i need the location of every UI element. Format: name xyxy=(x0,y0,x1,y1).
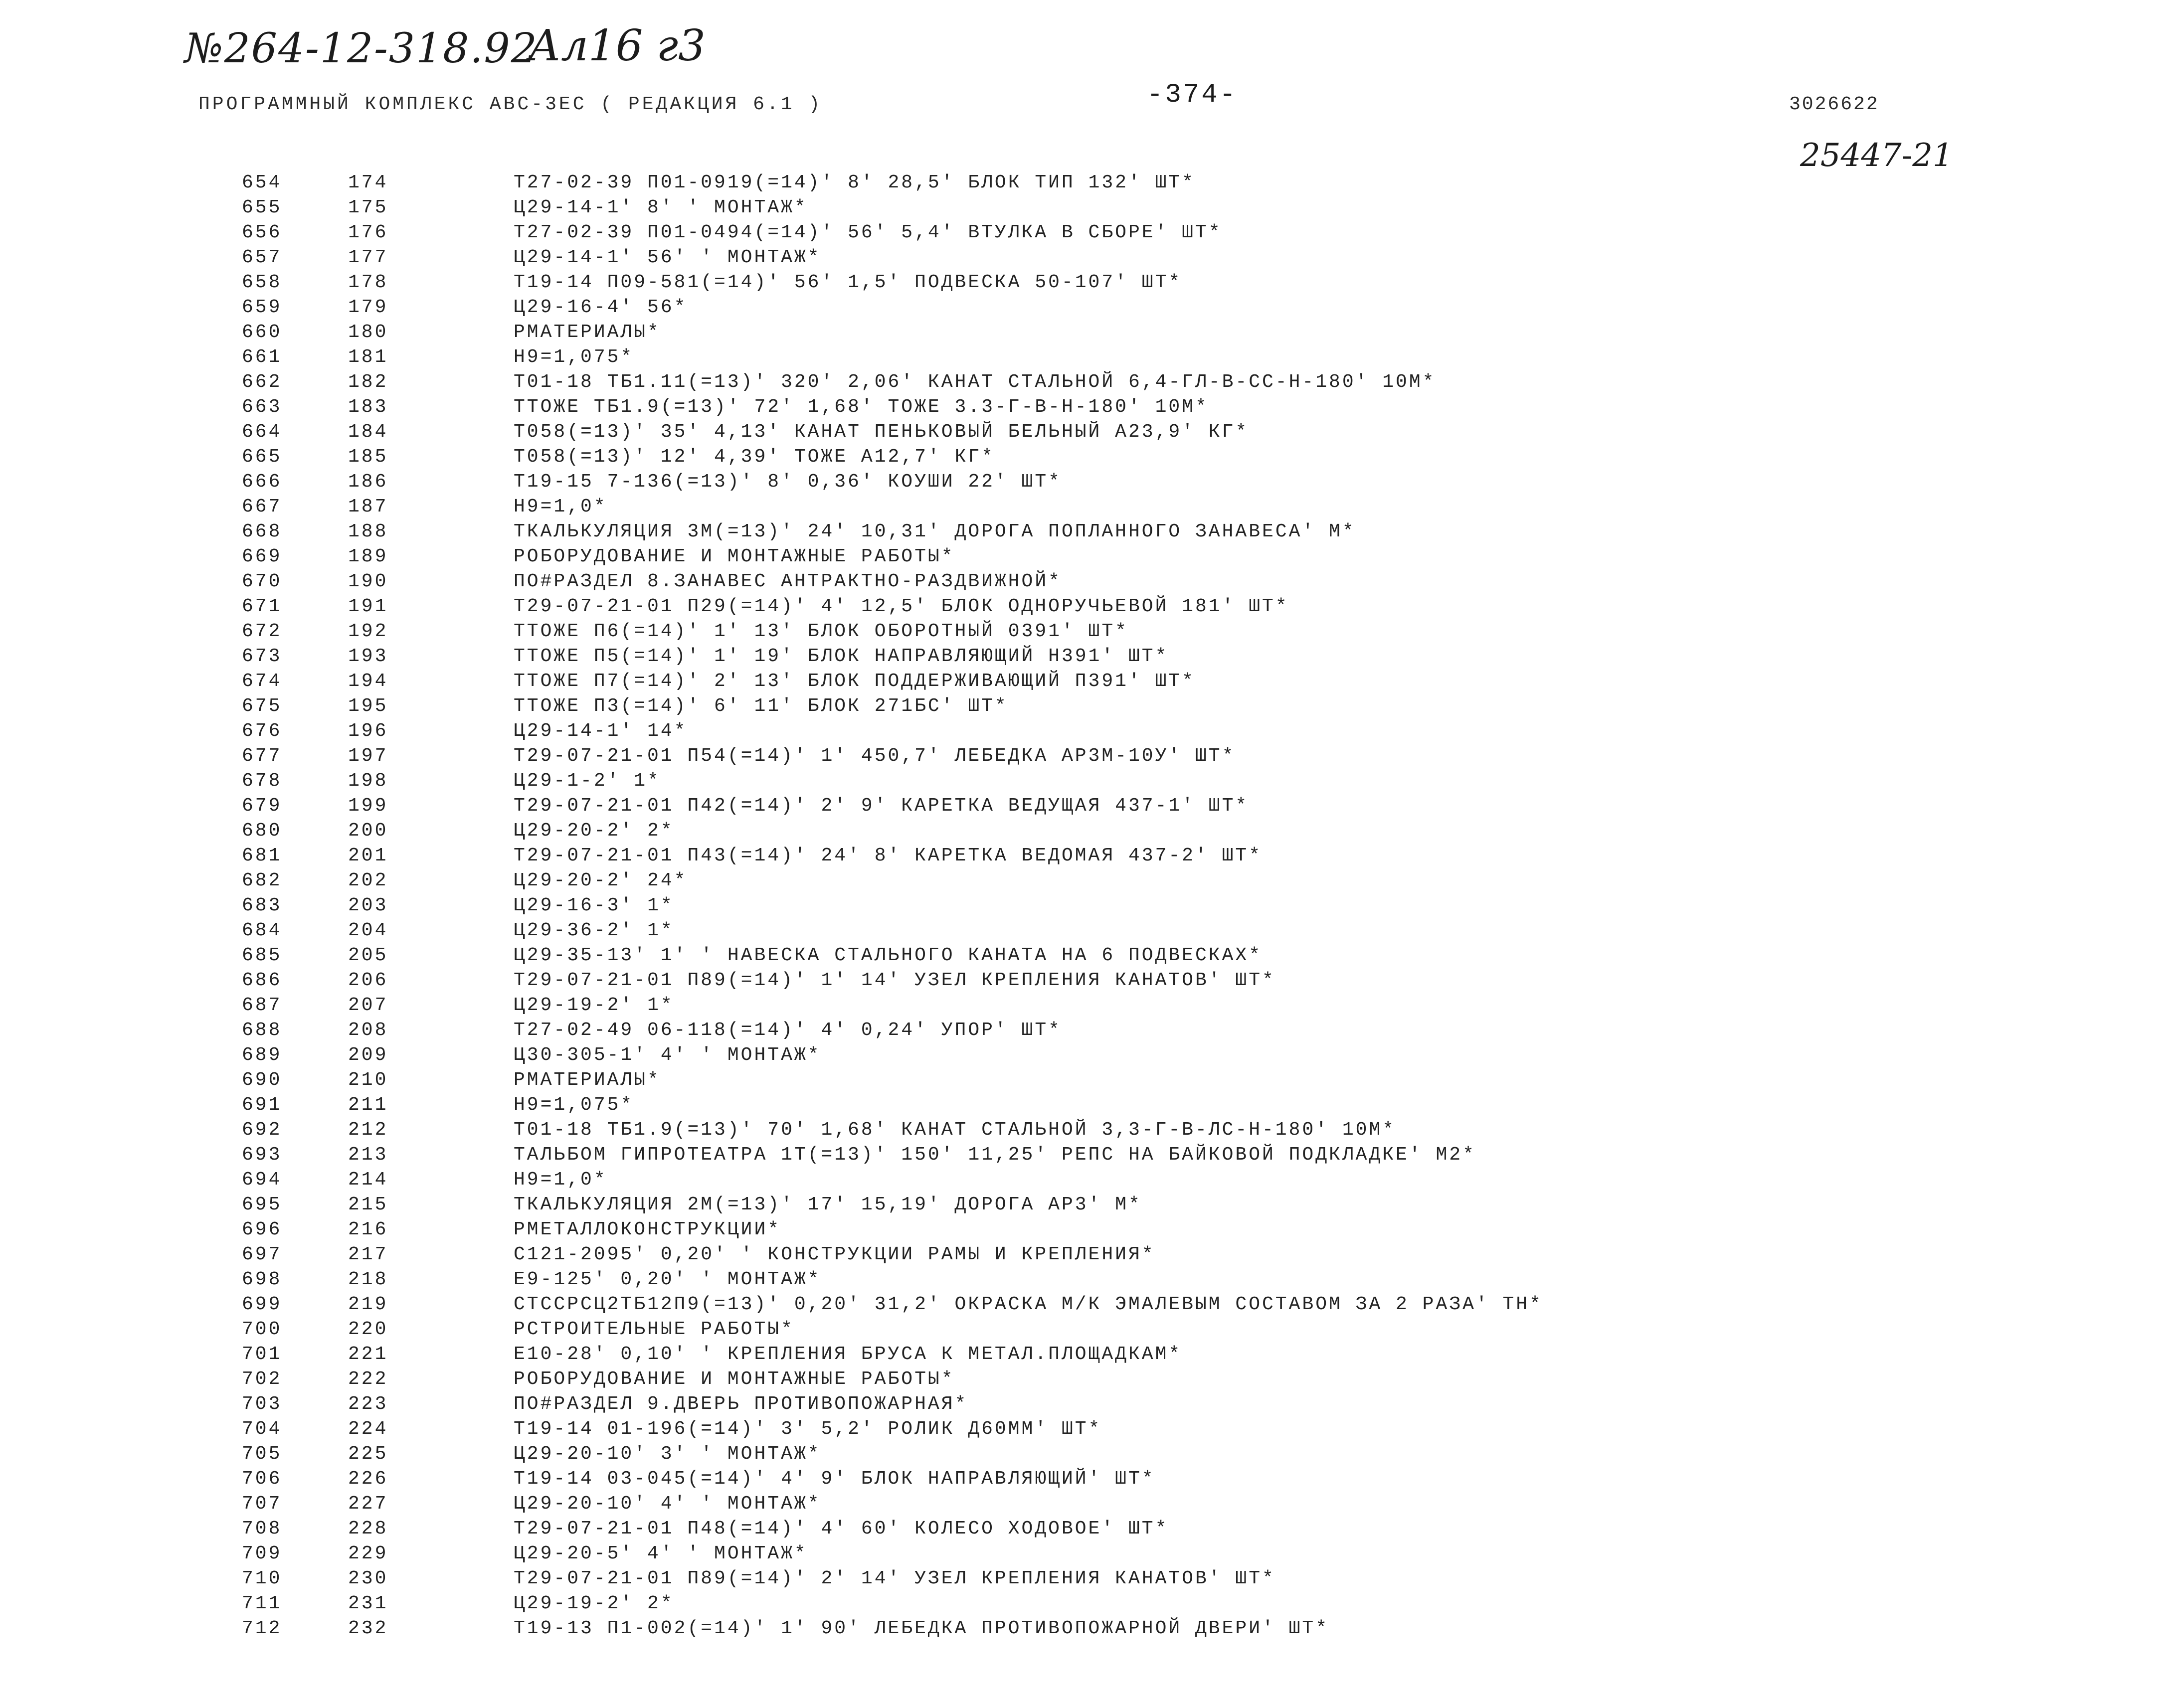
table-row xyxy=(0,920,2179,945)
table-row xyxy=(0,1144,2179,1169)
record-number: 229 xyxy=(348,1543,388,1564)
record-text: ПО#РАЗДЕЛ 9.ДВЕРЬ ПРОТИВОПОЖАРНАЯ* xyxy=(514,1393,968,1415)
table-row xyxy=(0,1044,2179,1069)
record-number: 215 xyxy=(348,1194,388,1215)
record-number: 206 xyxy=(348,970,388,991)
table-row xyxy=(0,297,2179,322)
record-text: Т29-07-21-01 П89(=14)' 2' 14' УЗЕЛ КРЕПЛЕНИЯ КАНАТОВ' ШТ* xyxy=(514,1568,1275,1589)
table-row xyxy=(0,646,2179,671)
record-text: Ц30-305-1' 4' ' МОНТАЖ* xyxy=(514,1044,821,1066)
table-row xyxy=(0,396,2179,421)
table-row xyxy=(0,1393,2179,1418)
record-text: Т29-07-21-01 П48(=14)' 4' 60' КОЛЕСО ХОДОВОЕ' ШТ* xyxy=(514,1518,1169,1539)
record-number: 213 xyxy=(348,1144,388,1166)
record-text: СТССРСЦ2ТБ12П9(=13)' 0,20' 31,2' ОКРАСКА М/К ЭМАЛЕВЫМ СОСТАВОМ ЗА 2 РАЗА' ТН* xyxy=(514,1294,1543,1315)
line-number: 708 xyxy=(242,1518,282,1539)
line-number: 696 xyxy=(242,1219,282,1240)
record-number: 230 xyxy=(348,1568,388,1589)
record-number: 224 xyxy=(348,1418,388,1440)
line-number: 667 xyxy=(242,496,282,517)
record-text: Ц29-14-1' 56' ' МОНТАЖ* xyxy=(514,247,821,268)
table-row xyxy=(0,1468,2179,1493)
table-row xyxy=(0,546,2179,571)
listing xyxy=(0,172,2179,1643)
record-number: 219 xyxy=(348,1294,388,1315)
line-number: 666 xyxy=(242,471,282,493)
table-row xyxy=(0,1618,2179,1643)
record-text: ТКАЛЬКУЛЯЦИЯ 2М(=13)' 17' 15,19' ДОРОГА АР3' М* xyxy=(514,1194,1142,1215)
record-number: 179 xyxy=(348,297,388,318)
line-number: 684 xyxy=(242,920,282,941)
record-text: Т19-13 П1-002(=14)' 1' 90' ЛЕБЕДКА ПРОТИВОПОЖАРНОЙ ДВЕРИ' ШТ* xyxy=(514,1618,1329,1639)
record-number: 217 xyxy=(348,1244,388,1265)
table-row xyxy=(0,1269,2179,1294)
record-number: 174 xyxy=(348,172,388,193)
record-text: Т01-18 ТБ1.9(=13)' 70' 1,68' КАНАТ СТАЛЬНОЙ 3,3-Г-В-ЛС-Н-180' 10М* xyxy=(514,1119,1396,1141)
line-number: 655 xyxy=(242,197,282,218)
record-text: Т27-02-39 П01-0919(=14)' 8' 28,5' БЛОК ТИП 132' ШТ* xyxy=(514,172,1195,193)
line-number: 685 xyxy=(242,945,282,966)
record-number: 227 xyxy=(348,1493,388,1515)
line-number: 692 xyxy=(242,1119,282,1141)
line-number: 710 xyxy=(242,1568,282,1589)
table-row xyxy=(0,720,2179,745)
record-number: 223 xyxy=(348,1393,388,1415)
record-text: Ц29-20-5' 4' ' МОНТАЖ* xyxy=(514,1543,808,1564)
line-number: 679 xyxy=(242,795,282,817)
record-text: ТКАЛЬКУЛЯЦИЯ 3М(=13)' 24' 10,31' ДОРОГА ПОПЛАННОГО ЗАНАВЕСА' М* xyxy=(514,521,1356,542)
record-text: Т29-07-21-01 П42(=14)' 2' 9' КАРЕТКА ВЕДУЩАЯ 437-1' ШТ* xyxy=(514,795,1249,817)
line-number: 674 xyxy=(242,671,282,692)
table-row xyxy=(0,1568,2179,1593)
table-row xyxy=(0,446,2179,471)
line-number: 691 xyxy=(242,1094,282,1116)
line-number: 660 xyxy=(242,322,282,343)
table-row xyxy=(0,795,2179,820)
line-number: 712 xyxy=(242,1618,282,1639)
line-number: 683 xyxy=(242,895,282,916)
table-row xyxy=(0,197,2179,222)
record-number: 175 xyxy=(348,197,388,218)
record-number: 196 xyxy=(348,720,388,742)
record-number: 186 xyxy=(348,471,388,493)
record-number: 192 xyxy=(348,621,388,642)
table-row xyxy=(0,745,2179,770)
table-row xyxy=(0,895,2179,920)
line-number: 672 xyxy=(242,621,282,642)
record-number: 178 xyxy=(348,272,388,293)
record-text: Т27-02-39 П01-0494(=14)' 56' 5,4' ВТУЛКА В СБОРЕ' ШТ* xyxy=(514,222,1222,243)
handwritten-doc-ref: №264-12-318.92 xyxy=(184,25,538,72)
record-number: 209 xyxy=(348,1044,388,1066)
table-row xyxy=(0,1294,2179,1319)
line-number: 654 xyxy=(242,172,282,193)
record-text: Т19-14 03-045(=14)' 4' 9' БЛОК НАПРАВЛЯЮЩИЙ' ШТ* xyxy=(514,1468,1155,1490)
record-number: 187 xyxy=(348,496,388,517)
line-number: 707 xyxy=(242,1493,282,1515)
line-number: 699 xyxy=(242,1294,282,1315)
line-number: 706 xyxy=(242,1468,282,1490)
record-number: 181 xyxy=(348,346,388,368)
line-number: 690 xyxy=(242,1069,282,1091)
record-number: 177 xyxy=(348,247,388,268)
record-text: Ц29-36-2' 1* xyxy=(514,920,674,941)
line-number: 700 xyxy=(242,1319,282,1340)
record-text: Ц29-35-13' 1' ' НАВЕСКА СТАЛЬНОГО КАНАТА НА 6 ПОДВЕСКАХ* xyxy=(514,945,1263,966)
record-text: Ц29-14-1' 14* xyxy=(514,720,688,742)
program-header: ПРОГРАММНЫЙ КОМПЛЕКС АВС-3ЕС ( РЕДАКЦИЯ 6.1 ) xyxy=(198,94,823,115)
line-number: 703 xyxy=(242,1393,282,1415)
record-text: Т29-07-21-01 П54(=14)' 1' 450,7' ЛЕБЕДКА АР3М-10У' ШТ* xyxy=(514,745,1236,767)
table-row xyxy=(0,571,2179,596)
record-number: 208 xyxy=(348,1020,388,1041)
record-number: 193 xyxy=(348,646,388,667)
line-number: 669 xyxy=(242,546,282,567)
table-row xyxy=(0,1244,2179,1269)
record-number: 220 xyxy=(348,1319,388,1340)
record-text: Н9=1,075* xyxy=(514,346,634,368)
table-row xyxy=(0,421,2179,446)
table-row xyxy=(0,322,2179,346)
record-text: С121-2095' 0,20' ' КОНСТРУКЦИИ РАМЫ И КРЕПЛЕНИЯ* xyxy=(514,1244,1155,1265)
record-number: 204 xyxy=(348,920,388,941)
table-row xyxy=(0,521,2179,546)
record-number: 216 xyxy=(348,1219,388,1240)
record-number: 182 xyxy=(348,371,388,393)
record-number: 185 xyxy=(348,446,388,468)
table-row xyxy=(0,695,2179,720)
record-number: 199 xyxy=(348,795,388,817)
table-row xyxy=(0,222,2179,247)
record-text: Т29-07-21-01 П89(=14)' 1' 14' УЗЕЛ КРЕПЛЕНИЯ КАНАТОВ' ШТ* xyxy=(514,970,1275,991)
line-number: 665 xyxy=(242,446,282,468)
line-number: 662 xyxy=(242,371,282,393)
table-row xyxy=(0,1219,2179,1244)
record-number: 201 xyxy=(348,845,388,866)
record-text: Ц29-20-2' 2* xyxy=(514,820,674,842)
line-number: 705 xyxy=(242,1443,282,1465)
record-number: 176 xyxy=(348,222,388,243)
line-number: 693 xyxy=(242,1144,282,1166)
record-number: 203 xyxy=(348,895,388,916)
record-text: Т01-18 ТБ1.11(=13)' 320' 2,06' КАНАТ СТАЛЬНОЙ 6,4-ГЛ-В-СС-Н-180' 10М* xyxy=(514,371,1436,393)
table-row xyxy=(0,1069,2179,1094)
record-text: ТТОЖЕ ТБ1.9(=13)' 72' 1,68' ТОЖЕ 3.3-Г-В-Н-180' 10М* xyxy=(514,396,1209,418)
record-number: 211 xyxy=(348,1094,388,1116)
table-row xyxy=(0,845,2179,870)
table-row xyxy=(0,346,2179,371)
record-number: 212 xyxy=(348,1119,388,1141)
record-text: Н9=1,0* xyxy=(514,496,607,517)
table-row xyxy=(0,1443,2179,1468)
line-number: 686 xyxy=(242,970,282,991)
handwritten-album-code: Ал16 г3 xyxy=(529,21,706,71)
line-number: 656 xyxy=(242,222,282,243)
table-row xyxy=(0,1593,2179,1618)
line-number: 657 xyxy=(242,247,282,268)
record-number: 226 xyxy=(348,1468,388,1490)
record-number: 225 xyxy=(348,1443,388,1465)
record-text: Т27-02-49 06-118(=14)' 4' 0,24' УПОР' ШТ* xyxy=(514,1020,1062,1041)
line-number: 695 xyxy=(242,1194,282,1215)
record-text: Ц29-20-10' 3' ' МОНТАЖ* xyxy=(514,1443,821,1465)
line-number: 675 xyxy=(242,695,282,717)
line-number: 671 xyxy=(242,596,282,617)
record-text: Е9-125' 0,20' ' МОНТАЖ* xyxy=(514,1269,821,1290)
record-text: ТАЛЬБОМ ГИПРОТЕАТРА 1Т(=13)' 150' 11,25' РЕПС НА БАЙКОВОЙ ПОДКЛАДКЕ' М2* xyxy=(514,1144,1476,1166)
record-text: Т058(=13)' 12' 4,39' ТОЖЕ А12,7' КГ* xyxy=(514,446,995,468)
record-text: Т29-07-21-01 П43(=14)' 24' 8' КАРЕТКА ВЕДОМАЯ 437-2' ШТ* xyxy=(514,845,1263,866)
record-text: РОБОРУДОВАНИЕ И МОНТАЖНЫЕ РАБОТЫ* xyxy=(514,546,955,567)
record-text: Т058(=13)' 35' 4,13' КАНАТ ПЕНЬКОВЫЙ БЕЛЬНЫЙ А23,9' КГ* xyxy=(514,421,1249,443)
line-number: 678 xyxy=(242,770,282,792)
line-number: 689 xyxy=(242,1044,282,1066)
table-row xyxy=(0,1194,2179,1219)
record-text: Ц29-19-2' 1* xyxy=(514,995,674,1016)
line-number: 677 xyxy=(242,745,282,767)
record-number: 191 xyxy=(348,596,388,617)
table-row xyxy=(0,870,2179,895)
line-number: 701 xyxy=(242,1344,282,1365)
record-text: Ц29-20-2' 24* xyxy=(514,870,688,891)
record-number: 183 xyxy=(348,396,388,418)
line-number: 661 xyxy=(242,346,282,368)
record-text: ТТОЖЕ П7(=14)' 2' 13' БЛОК ПОДДЕРЖИВАЮЩИЙ П391' ШТ* xyxy=(514,671,1195,692)
record-text: ПО#РАЗДЕЛ 8.ЗАНАВЕС АНТРАКТНО-РАЗДВИЖНОЙ* xyxy=(514,571,1062,592)
line-number: 697 xyxy=(242,1244,282,1265)
table-row xyxy=(0,820,2179,845)
record-text: Ц29-14-1' 8' ' МОНТАЖ* xyxy=(514,197,808,218)
record-text: ТТОЖЕ П3(=14)' 6' 11' БЛОК 271БС' ШТ* xyxy=(514,695,1008,717)
line-number: 711 xyxy=(242,1593,282,1614)
table-row xyxy=(0,1094,2179,1119)
table-row xyxy=(0,770,2179,795)
line-number: 676 xyxy=(242,720,282,742)
line-number: 668 xyxy=(242,521,282,542)
line-number: 694 xyxy=(242,1169,282,1191)
line-number: 670 xyxy=(242,571,282,592)
record-number: 189 xyxy=(348,546,388,567)
line-number: 664 xyxy=(242,421,282,443)
table-row xyxy=(0,247,2179,272)
record-number: 184 xyxy=(348,421,388,443)
line-number: 681 xyxy=(242,845,282,866)
table-row xyxy=(0,945,2179,970)
record-number: 200 xyxy=(348,820,388,842)
record-text: Ц29-20-10' 4' ' МОНТАЖ* xyxy=(514,1493,821,1515)
table-row xyxy=(0,1543,2179,1568)
table-row xyxy=(0,1518,2179,1543)
record-number: 195 xyxy=(348,695,388,717)
record-text: Ц29-16-3' 1* xyxy=(514,895,674,916)
line-number: 680 xyxy=(242,820,282,842)
document-number: 3026622 xyxy=(1789,94,1879,115)
record-number: 197 xyxy=(348,745,388,767)
page-number: -374- xyxy=(1147,80,1238,110)
table-row xyxy=(0,621,2179,646)
handwritten-right-note: 25447-21 xyxy=(1800,137,1953,174)
table-row xyxy=(0,1169,2179,1194)
record-text: Н9=1,0* xyxy=(514,1169,607,1191)
record-number: 205 xyxy=(348,945,388,966)
table-row xyxy=(0,1020,2179,1044)
table-row xyxy=(0,496,2179,521)
line-number: 702 xyxy=(242,1368,282,1390)
record-text: Ц29-19-2' 2* xyxy=(514,1593,674,1614)
line-number: 704 xyxy=(242,1418,282,1440)
line-number: 673 xyxy=(242,646,282,667)
record-number: 198 xyxy=(348,770,388,792)
record-number: 207 xyxy=(348,995,388,1016)
record-number: 214 xyxy=(348,1169,388,1191)
record-text: Ц29-16-4' 56* xyxy=(514,297,688,318)
record-text: Т19-15 7-136(=13)' 8' 0,36' КОУШИ 22' ШТ* xyxy=(514,471,1062,493)
record-number: 210 xyxy=(348,1069,388,1091)
line-number: 663 xyxy=(242,396,282,418)
table-row xyxy=(0,1493,2179,1518)
record-number: 194 xyxy=(348,671,388,692)
table-row xyxy=(0,272,2179,297)
table-row xyxy=(0,995,2179,1020)
line-number: 659 xyxy=(242,297,282,318)
line-number: 687 xyxy=(242,995,282,1016)
record-text: Т19-14 П09-581(=14)' 56' 1,5' ПОДВЕСКА 50-107' ШТ* xyxy=(514,272,1182,293)
table-row xyxy=(0,1319,2179,1344)
record-number: 218 xyxy=(348,1269,388,1290)
record-number: 221 xyxy=(348,1344,388,1365)
record-text: Т19-14 01-196(=14)' 3' 5,2' РОЛИК Д60ММ' ШТ* xyxy=(514,1418,1102,1440)
record-number: 231 xyxy=(348,1593,388,1614)
table-row xyxy=(0,671,2179,695)
line-number: 658 xyxy=(242,272,282,293)
line-number: 709 xyxy=(242,1543,282,1564)
record-number: 190 xyxy=(348,571,388,592)
record-number: 222 xyxy=(348,1368,388,1390)
table-row xyxy=(0,1119,2179,1144)
record-text: РМЕТАЛЛОКОНСТРУКЦИИ* xyxy=(514,1219,781,1240)
record-text: ТТОЖЕ П6(=14)' 1' 13' БЛОК ОБОРОТНЫЙ 0391' ШТ* xyxy=(514,621,1128,642)
record-text: РОБОРУДОВАНИЕ И МОНТАЖНЫЕ РАБОТЫ* xyxy=(514,1368,955,1390)
record-number: 232 xyxy=(348,1618,388,1639)
record-text: РМАТЕРИАЛЫ* xyxy=(514,322,661,343)
table-row xyxy=(0,371,2179,396)
table-row xyxy=(0,1344,2179,1368)
record-number: 188 xyxy=(348,521,388,542)
record-text: Т29-07-21-01 П29(=14)' 4' 12,5' БЛОК ОДНОРУЧЬЕВОЙ 181' ШТ* xyxy=(514,596,1289,617)
line-number: 682 xyxy=(242,870,282,891)
record-text: РМАТЕРИАЛЫ* xyxy=(514,1069,661,1091)
table-row xyxy=(0,970,2179,995)
record-text: ТТОЖЕ П5(=14)' 1' 19' БЛОК НАПРАВЛЯЮЩИЙ Н391' ШТ* xyxy=(514,646,1169,667)
record-number: 202 xyxy=(348,870,388,891)
record-number: 180 xyxy=(348,322,388,343)
record-text: Н9=1,075* xyxy=(514,1094,634,1116)
record-text: Ц29-1-2' 1* xyxy=(514,770,661,792)
record-text: РСТРОИТЕЛЬНЫЕ РАБОТЫ* xyxy=(514,1319,794,1340)
record-number: 228 xyxy=(348,1518,388,1539)
line-number: 688 xyxy=(242,1020,282,1041)
table-row xyxy=(0,172,2179,197)
record-text: Е10-28' 0,10' ' КРЕПЛЕНИЯ БРУСА К МЕТАЛ.ПЛОЩАДКАМ* xyxy=(514,1344,1182,1365)
line-number: 698 xyxy=(242,1269,282,1290)
table-row xyxy=(0,1368,2179,1393)
table-row xyxy=(0,1418,2179,1443)
table-row xyxy=(0,596,2179,621)
table-row xyxy=(0,471,2179,496)
